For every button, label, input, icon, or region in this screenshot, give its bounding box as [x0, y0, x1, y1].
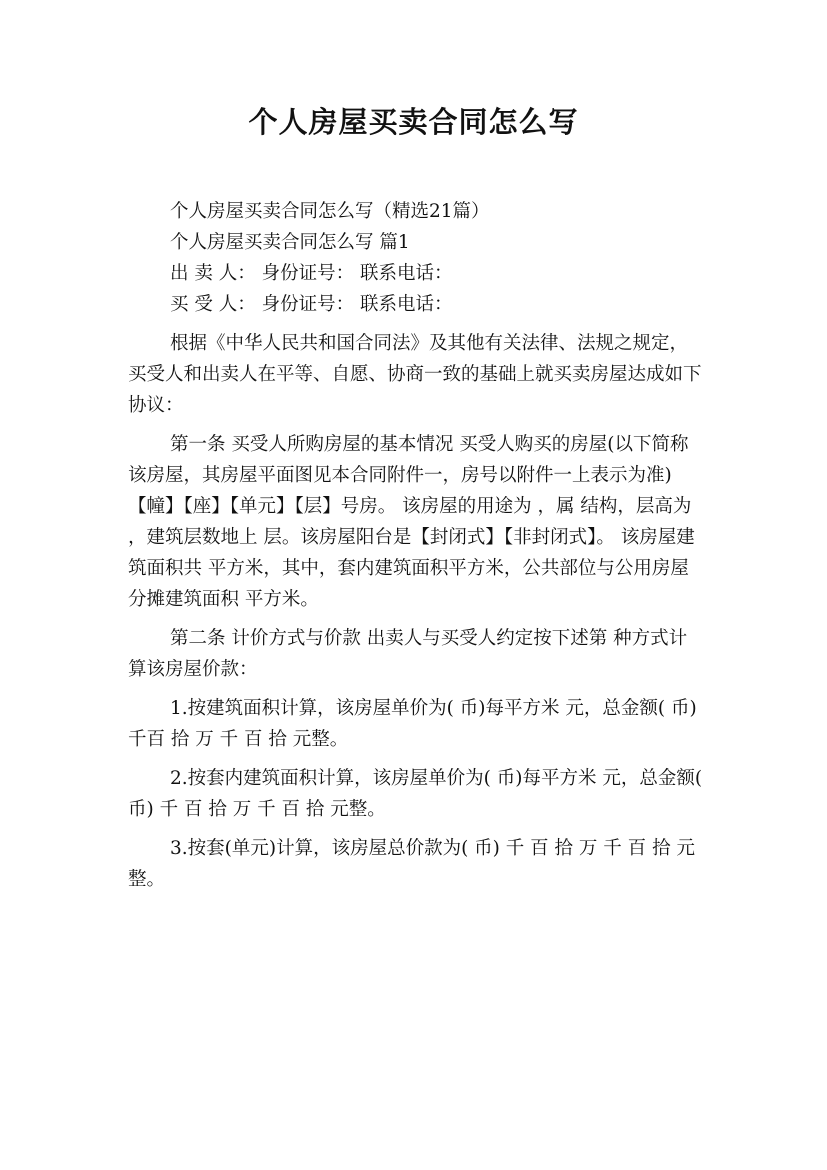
document-body [128, 196, 704, 895]
pricing-option-1: 1.按建筑面积计算，该房屋单价为( 币)每平方米 元，总金额( 币) 千百 拾 万 千 百 拾 元整。 [128, 698, 697, 750]
seller-info-line: 出 卖 人： 身份证号： 联系电话： [170, 263, 453, 284]
article-one-paragraph: 第一条 买受人所购房屋的基本情况 买受人购买的房屋(以下简称该房屋，其房屋平面图见本合同附件一，房号以附件一上表示为准) 【幢】【座】【单元】【层】号房。 该房屋的用途为 ，属 结构，层高为 ，建筑层数地上 层。该房屋阳台是【封闭式】【非封闭式】。 该房屋建筑面积共 平方米，其中，套内建筑面积平方米，公共部位与公用房屋分摊建筑面积 平方米。 [128, 434, 695, 610]
subtitle-line: 个人房屋买卖合同怎么写（精选21篇） [170, 201, 490, 222]
pricing-option-2: 2.按套内建筑面积计算，该房屋单价为( 币)每平方米 元，总金额( 币) 千 百 拾 万 千 百 拾 元整。 [128, 768, 703, 820]
article-two-paragraph: 第二条 计价方式与价款 出卖人与买受人约定按下述第 种方式计算该房屋价款： [128, 628, 688, 680]
preamble-paragraph: 根据《中华人民共和国合同法》及其他有关法律、法规之规定，买受人和出卖人在平等、自愿、协商一致的基础上就买卖房屋达成如下协议： [128, 333, 702, 416]
section-heading: 个人房屋买卖合同怎么写 篇1 [170, 232, 410, 253]
pricing-option-3: 3.按套(单元)计算，该房屋总价款为( 币) 千 百 拾 万 千 百 拾 元整。 [128, 838, 695, 890]
document-title: 个人房屋买卖合同怎么写 [248, 105, 579, 139]
buyer-info-line: 买 受 人： 身份证号： 联系电话： [170, 294, 453, 315]
